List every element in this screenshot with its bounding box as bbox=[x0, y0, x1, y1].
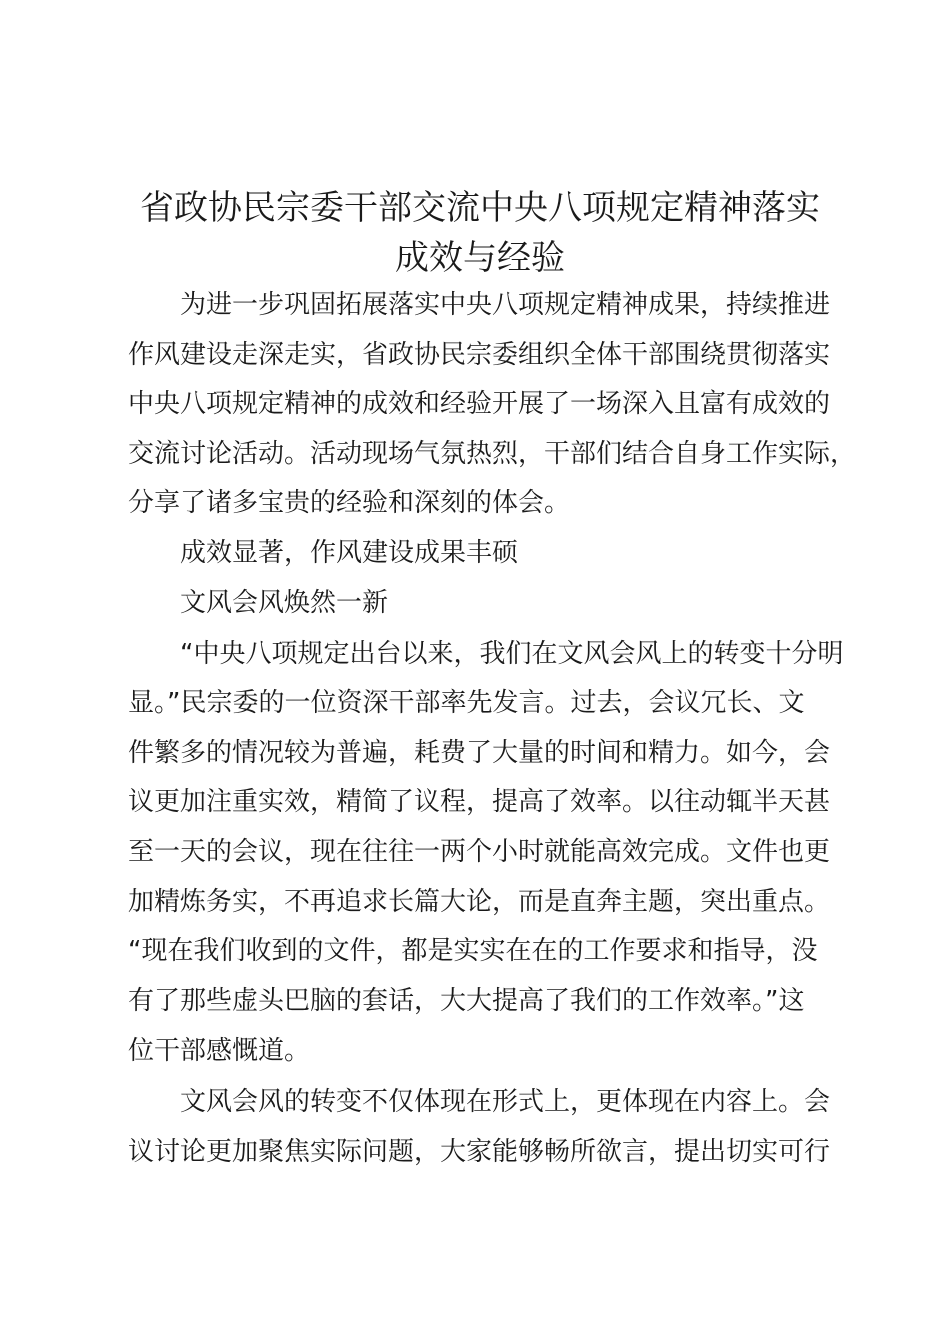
paragraph-3-line-2: 议讨论更加聚焦实际问题，大家能够畅所欲言，提出切实可行 bbox=[128, 1137, 831, 1167]
paragraph-2-line-5: 至一天的会议，现在往往一两个小时就能高效完成。文件也更 bbox=[128, 837, 831, 867]
paragraph-2-line-1: “中央八项规定出台以来，我们在文风会风上的转变十分明 bbox=[180, 639, 844, 669]
paragraph-2-line-2: 显。”民宗委的一位资深干部率先发言。过去，会议冗长、文 bbox=[128, 688, 805, 718]
paragraph-1-line-3: 中央八项规定精神的成效和经验开展了一场深入且富有成效的 bbox=[128, 389, 831, 419]
document-title-line-1: 省政协民宗委干部交流中央八项规定精神落实 bbox=[140, 188, 820, 228]
paragraph-2-line-6: 加精炼务实，不再追求长篇大论，而是直奔主题，突出重点。 bbox=[128, 887, 831, 917]
paragraph-2-line-9: 位干部感慨道。 bbox=[128, 1036, 311, 1066]
paragraph-1-line-2: 作风建设走深走实，省政协民宗委组织全体干部围绕贯彻落实 bbox=[128, 340, 831, 370]
paragraph-2-line-3: 件繁多的情况较为普遍，耗费了大量的时间和精力。如今，会 bbox=[128, 738, 831, 768]
document-title-line-2: 成效与经验 bbox=[395, 238, 565, 278]
paragraph-2-line-7: “现在我们收到的文件，都是实实在在的工作要求和指导，没 bbox=[128, 936, 818, 966]
paragraph-2-line-8: 有了那些虚头巴脑的套话，大大提高了我们的工作效率。”这 bbox=[128, 986, 805, 1016]
paragraph-1-line-1: 为进一步巩固拓展落实中央八项规定精神成果，持续推进 bbox=[180, 290, 831, 320]
paragraph-1-line-4: 交流讨论活动。活动现场气氛热烈，干部们结合自身工作实际， bbox=[128, 439, 857, 469]
section-heading: 成效显著，作风建设成果丰硕 bbox=[180, 538, 519, 568]
subsection-heading: 文风会风焕然一新 bbox=[180, 588, 389, 618]
paragraph-3-line-1: 文风会风的转变不仅体现在形式上，更体现在内容上。会 bbox=[180, 1087, 831, 1117]
paragraph-1-line-5: 分享了诸多宝贵的经验和深刻的体会。 bbox=[128, 488, 571, 518]
paragraph-2-line-4: 议更加注重实效，精简了议程，提高了效率。以往动辄半天甚 bbox=[128, 787, 831, 817]
